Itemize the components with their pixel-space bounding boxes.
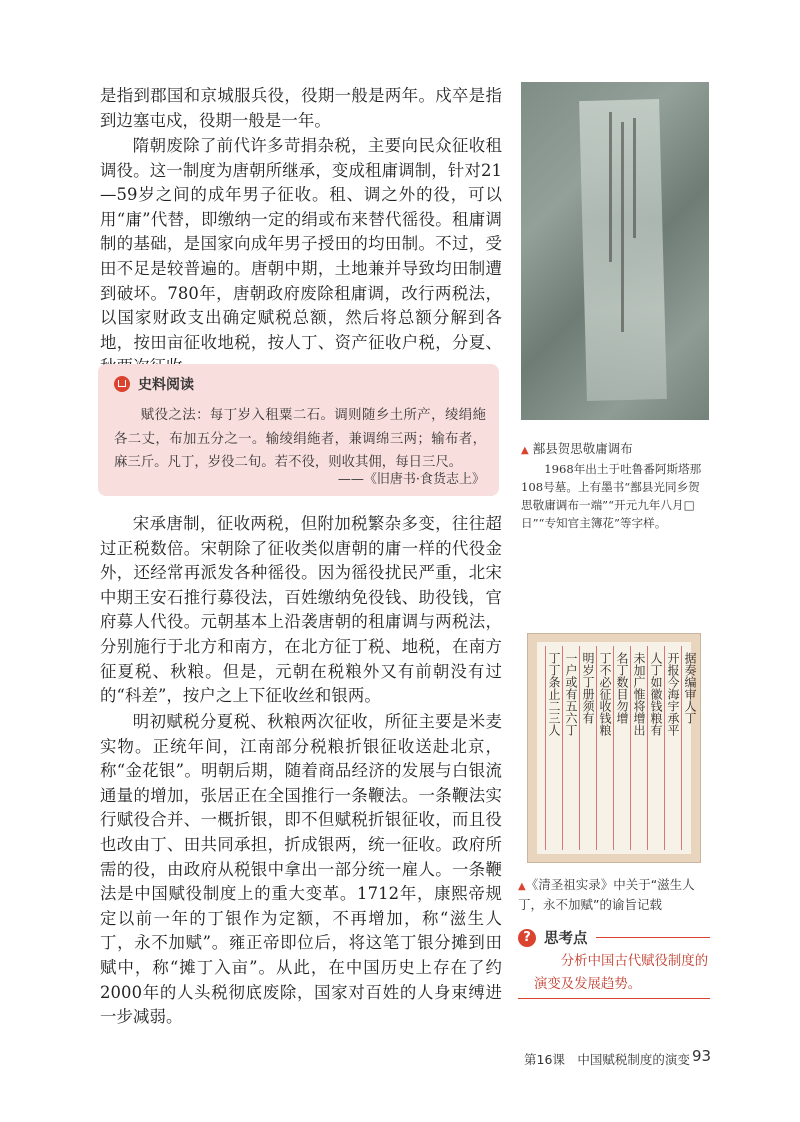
think-divider: [596, 937, 711, 938]
paragraph-3: 宋承唐制，征收两税，但附加税繁杂多变，往往超过正税数倍。宋朝除了征收类似唐朝的庸一样的代役金外，还经常再派发各种徭役。因为徭役扰民严重，北宋中期王安石推行募役法，百姓缴纳免役钱、助役钱，官府募人代役。元朝基本上沿袭唐朝的租庸调与两税法，分别施行于北方和南方，在北方征丁税、地税，在南方征夏税、秋粮。但是，元朝在税粮外又有前朝没有过的“科差”，按户之上下征收丝和银两。: [100, 514, 502, 706]
ink-stroke: [633, 118, 636, 238]
document-column: 丁不必征收钱粮: [598, 652, 612, 736]
paragraph-4: 明初赋税分夏税、秋粮两次征收，所征主要是米麦实物。正统年间，江南部分税粮折银征收送赴北京，称“金花银”。明朝后期，随着商品经济的发展与白银流通量的增加，张居正在全国推行一条鞭法。一条鞭法实行赋役合并、一概折银，即不但赋税折银征收，而且役也改由丁、田共同承担，折成银两，统一征收。政府所需的役，由政府从税银中拿出一部分统一雇人。一条鞭法是中国赋役制度上的重大变革。1712年，康熙帝规定以前一年的丁银作为定额，不再增加，称“滋生人丁，永不加赋”。雍正帝即位后，将这笔丁银分摊到田赋中，称“摊丁入亩”。从此，在中国历史上存在了约2000年的人头税彻底废除，国家对百姓的人身束缚进一步减弱。: [100, 712, 502, 1027]
document-column: 据奏编审人丁: [683, 652, 697, 724]
paragraph-1: 是指到郡国和京城服兵役，役期一般是两年。戍卒是指到边塞屯戍，役期一般是一年。: [100, 86, 502, 130]
question-icon: ?: [518, 929, 536, 947]
think-text: 分析中国古代赋役制度的演变及发展趋势。: [534, 954, 709, 992]
figure1-caption-block: [521, 440, 711, 532]
column-rule: [596, 646, 597, 850]
document-column: 一户或有五六丁: [564, 652, 578, 736]
reading-title: 史料阅读: [138, 377, 194, 393]
figure2-caption: 《清圣祖实录》中关于“滋生人丁，永不加赋”的谕旨记载: [518, 877, 695, 912]
document-column: 开报今海宇承平: [666, 652, 680, 736]
column-rule: [545, 646, 546, 850]
triangle-icon: ▲: [518, 881, 526, 892]
reading-text: 赋役之法：每丁岁入租粟二石。调则随乡土所产，绫绢絁各二丈，布加五分之一。输绫绢絁者，兼调绵三两；输布者，麻三斤。凡丁，岁役二旬。若不役，则收其佣，每日三尺。: [114, 408, 486, 470]
ink-stroke: [621, 122, 624, 332]
document-column: 名丁数目勿增: [615, 652, 629, 724]
document-column: 人丁如徽钱粮有: [649, 652, 663, 736]
column-rule: [613, 646, 614, 850]
document-column: 丁丁条止二三人: [547, 652, 561, 736]
think-title: 思考点: [544, 931, 588, 947]
page-number: 93: [692, 1047, 712, 1065]
reading-box: [98, 364, 499, 496]
column-rule: [562, 646, 563, 850]
reading-source: ——《旧唐书·食货志上》: [337, 472, 485, 487]
column-rule: [681, 646, 682, 850]
document-column: 未加广惟将增出: [632, 652, 646, 736]
column-rule: [664, 646, 665, 850]
document-column: 明岁丁册须有: [581, 652, 595, 724]
column-rule: [630, 646, 631, 850]
ink-stroke: [609, 112, 612, 262]
think-bottom-divider: [518, 998, 710, 999]
book-icon: [114, 376, 130, 392]
column-rule: [647, 646, 648, 850]
lesson-footer: 第16课 中国赋税制度的演变: [524, 1052, 690, 1067]
think-header: [518, 927, 710, 948]
column-rule: [579, 646, 580, 850]
figure1-title-row: [521, 440, 711, 460]
triangle-icon: ▲: [521, 445, 529, 456]
paragraph-2: 隋朝废除了前代许多苛捐杂税，主要向民众征收租调役。这一制度为唐朝所继承，变成租庸调制，针对21—59岁之间的成年男子征收。租、调之外的役，可以用“庸”代替，即缴纳一定的绢或布来替代徭役。租庸调制的基础，是国家向成年男子授田的均田制。不过，受田不足是较普遍的。唐朝中期，土地兼并导致均田制遭到破坏。780年，唐朝政府废除租庸调，改行两税法，以国家财政支出确定赋税总额，然后将总额分解到各地，按田亩征收地税，按人丁、资产征收户税，分夏、: [100, 136, 502, 352]
cloth-photo: [521, 82, 709, 420]
document-sheet: [537, 642, 697, 854]
reading-header: [114, 374, 194, 394]
figure2-caption-block: [518, 876, 718, 914]
figure1-title: 鄯县贺思敬庸调布: [532, 441, 633, 456]
figure1-caption: 1968年出土于吐鲁番阿斯塔那108号墓。上有墨书“鄯县光同乡贺思敬庸调布一端”“开元九年八月□日”“专知官主簿花”等字样。: [521, 462, 702, 530]
document-photo: [527, 633, 701, 863]
